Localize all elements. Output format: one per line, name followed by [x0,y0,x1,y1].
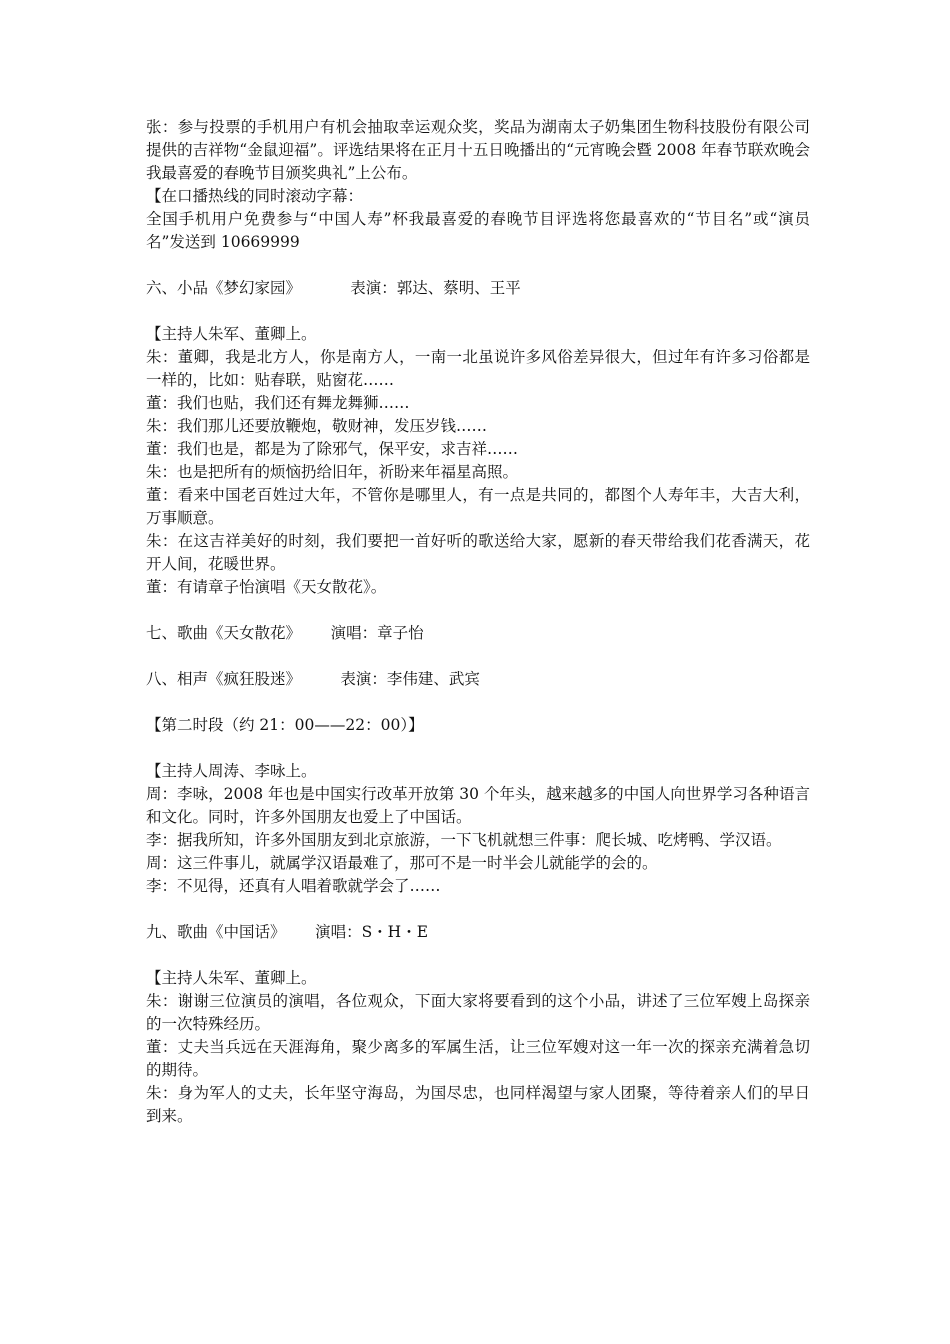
spacer [146,300,810,323]
dialogue-line: 董：丈夫当兵远在天涯海角，聚少离多的军属生活，让三位军嫂对这一年一次的探亲充满着急切的期待。 [146,1038,810,1079]
spacer [146,645,810,668]
dialogue-line: 李：不见得，还真有人唱着歌就学会了…… [146,877,441,895]
spacer [146,254,810,277]
program-6-heading: 六、小品《梦幻家园》 表演：郭达、蔡明、王平 [146,279,521,297]
dialogue-line: 董：我们也贴，我们还有舞龙舞狮…… [146,394,410,412]
program-7-heading: 七、歌曲《天女散花》 演唱：章子怡 [146,624,424,642]
dialogue-line: 朱：身为军人的丈夫，长年坚守海岛，为国尽忠，也同样渴望与家人团聚，等待着亲人们的早日到来。 [146,1084,810,1125]
dialogue-line: 朱：也是把所有的烦恼扔给旧年，祈盼来年福星高照。 [146,463,519,481]
host-note-1: 【主持人朱军、董卿上。 [146,325,317,343]
spacer [146,691,810,714]
dialogue-line: 周：李咏，2008 年也是中国实行改革开放第 30 个年头，越来越多的中国人向世界学习各种语言和文化。同时，许多外国朋友也爱上了中国话。 [146,785,810,826]
host-note-2: 【主持人周涛、李咏上。 [146,762,317,780]
scroll-note: 【在口播热线的同时滚动字幕： [146,187,364,205]
host-note-3: 【主持人朱军、董卿上。 [146,969,317,987]
dialogue-line: 朱：谢谢三位演员的演唱，各位观众，下面大家将要看到的这个小品，讲述了三位军嫂上岛探亲的一次特殊经历。 [146,992,810,1033]
scroll-text: 全国手机用户免费参与“中国人寿”杯我最喜爱的春晚节目评选将您最喜欢的“节目名”或“演员名”发送到 10669999 [146,210,810,251]
dialogue-line: 朱：在这吉祥美好的时刻，我们要把一首好听的歌送给大家，愿新的春天带给我们花香满天，花开人间，花暖世界。 [146,532,810,573]
dialogue-line: 李：据我所知，许多外国朋友到北京旅游，一下飞机就想三件事：爬长城、吃烤鸭、学汉语。 [146,831,782,849]
program-8-heading: 八、相声《疯狂股迷》 表演：李伟建、武宾 [146,670,480,688]
dialogue-line: 董：我们也是，都是为了除邪气，保平安，求吉祥…… [146,440,519,458]
spacer [146,599,810,622]
spacer [146,737,810,760]
dialogue-line: 董：有请章子怡演唱《天女散花》。 [146,578,387,596]
paragraph-zhang: 张：参与投票的手机用户有机会抽取幸运观众奖，奖品为湖南太子奶集团生物科技股份有限公司提供的吉祥物“金鼠迎福”。评选结果将在正月十五日晚播出的“元宵晚会暨 2008 年春节联欢晚会我最喜爱的春晚节目颁奖典礼”上公布。 [146,118,810,182]
spacer [146,898,810,921]
dialogue-line: 周：这三件事儿，就属学汉语最难了，那可不是一时半会儿就能学的会的。 [146,854,658,872]
spacer [146,944,810,967]
dialogue-line: 朱：董卿，我是北方人，你是南方人，一南一北虽说许多风俗差异很大，但过年有许多习俗都是一样的，比如：贴春联，贴窗花…… [146,348,810,389]
document-page [146,116,810,1128]
program-9-heading: 九、歌曲《中国话》 演唱：S・H・E [146,923,429,941]
segment-2-heading: 【第二时段（约 21：00——22：00）】 [146,716,424,734]
dialogue-line: 朱：我们那儿还要放鞭炮，敬财神，发压岁钱…… [146,417,488,435]
dialogue-line: 董：看来中国老百姓过大年，不管你是哪里人，有一点是共同的，都图个人寿年丰，大吉大利，万事顺意。 [146,486,810,527]
